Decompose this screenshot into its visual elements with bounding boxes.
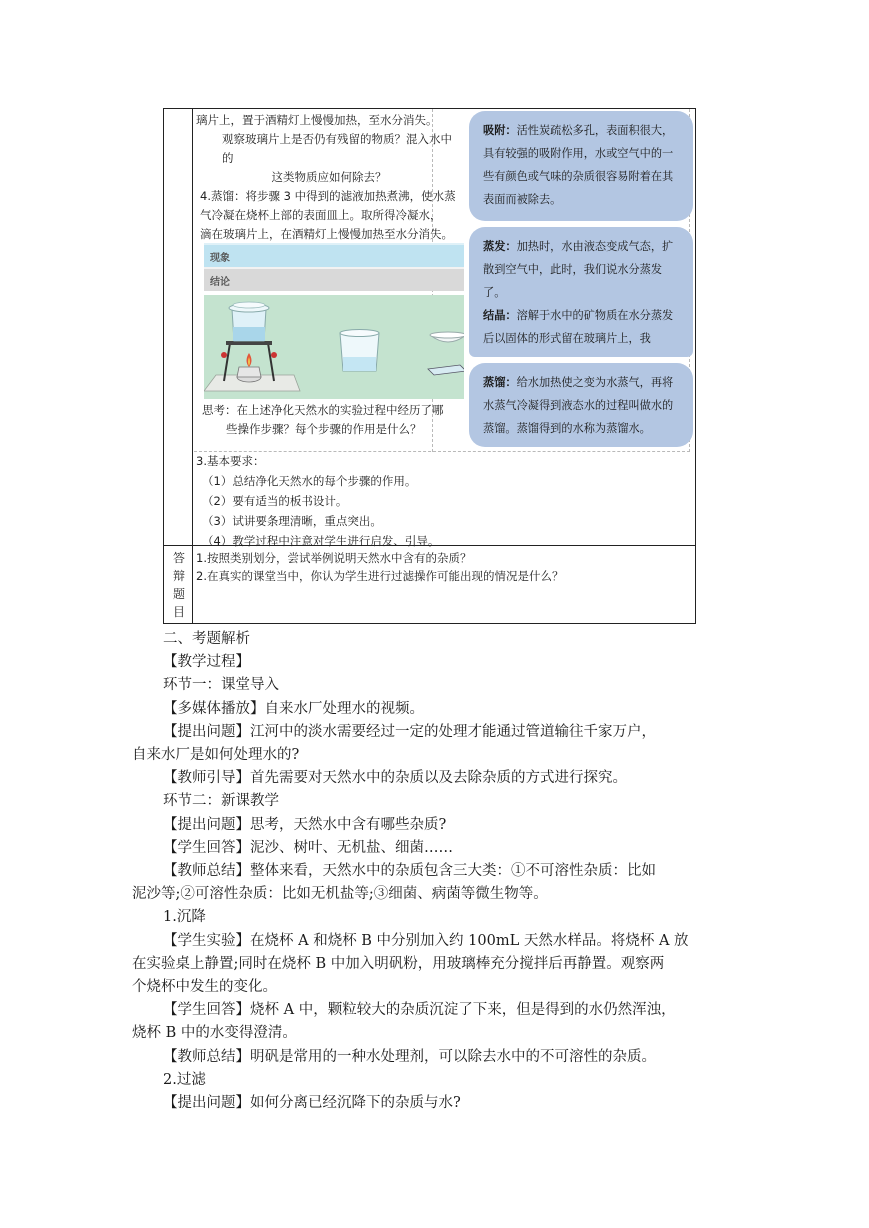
body-line: 【学生回答】烧杯 A 中，颗粒较大的杂质沉淀了下来，但是得到的水仍然浑浊，	[163, 1002, 676, 1019]
answer-label-char: 答	[172, 551, 185, 565]
experiment-steps	[196, 111, 462, 263]
think-line: 些操作步骤？每个步骤的作用是什么？	[226, 422, 422, 436]
distillation-note	[469, 363, 693, 447]
answer-label-char: 目	[172, 605, 185, 619]
answer-question: 2.在真实的课堂当中，你认为学生进行过滤操作可能出现的情况是什么？	[196, 569, 564, 583]
body-line: 【教师引导】首先需要对天然水中的杂质以及去除杂质的方式进行探究。	[163, 770, 627, 787]
note-term: 吸附：	[483, 124, 517, 137]
observation-row	[204, 243, 464, 267]
distillation-illustration	[204, 295, 464, 399]
body-line: 【提出问题】如何分离已经沉降下的杂质与水?	[163, 1095, 461, 1112]
body-line: 【教学过程】	[163, 654, 250, 671]
step-line: 4.蒸馏：将步骤 3 中得到的滤液加热煮沸，使水蒸	[200, 189, 456, 203]
evaporation-note	[469, 227, 693, 357]
step-line: 滴在玻璃片上，在酒精灯上慢慢加热至水分消失。	[200, 227, 453, 241]
lesson-table	[163, 108, 696, 624]
distillation-apparatus-icon	[204, 295, 464, 399]
conclusion-cell	[248, 269, 464, 291]
note-text: 加热时，水由液态变成气态，扩散到空气中，此时，我们说水分蒸发了。	[483, 240, 674, 299]
step-line: 气冷凝在烧杯上部的表面皿上。取所得冷凝水，	[200, 208, 442, 222]
requirement-line: （1）总结净化天然水的每个步骤的作用。	[202, 474, 417, 488]
requirement-line: （4）教学过程中注意对学生进行启发、引导。	[202, 534, 440, 548]
note-term: 结晶：	[483, 309, 517, 322]
body-line: 环节二：新课教学	[163, 793, 279, 810]
requirement-line: 3.基本要求：	[196, 454, 265, 468]
body-line: 2.过滤	[163, 1071, 206, 1088]
body-line: 【教师总结】整体来看，天然水中的杂质包含三大类：①不可溶性杂质：比如	[163, 863, 656, 880]
body-line: 【提出问题】江河中的淡水需要经过一定的处理才能通过管道输往千家万户，	[163, 723, 656, 740]
body-line: 环节一：课堂导入	[163, 677, 279, 694]
body-line: 【多媒体播放】自来水厂处理水的视频。	[163, 700, 424, 717]
body-line: 在实验桌上静置;同时在烧杯 B 中加入明矾粉，用玻璃棒充分搅拌后再静置。观察两	[132, 955, 665, 972]
answer-question: 1.按照类别划分，尝试举例说明天然水中含有的杂质？	[196, 551, 472, 565]
observation-table	[204, 243, 464, 291]
step-line: 璃片上，置于酒精灯上慢慢加热，至水分消失。	[196, 113, 438, 127]
adsorption-note	[469, 111, 693, 221]
observation-cell	[248, 245, 464, 267]
think-line: 思考：在上述净化天然水的实验过程中经历了哪	[202, 403, 444, 417]
note-term: 蒸馏：	[483, 376, 517, 389]
body-line: 【教师总结】明矾是常用的一种水处理剂，可以除去水中的不可溶性的杂质。	[163, 1048, 656, 1065]
body-line: 【学生回答】泥沙、树叶、无机盐、细菌……	[163, 839, 453, 856]
body-line: 自来水厂是如何处理水的?	[132, 747, 300, 764]
body-line: 【提出问题】思考，天然水中含有哪些杂质?	[163, 816, 447, 833]
answer-label-char: 辩	[172, 569, 185, 583]
body-line: 泥沙等;②可溶性杂质：比如无机盐等;③细菌、病菌等微生物等。	[132, 886, 548, 903]
conclusion-row	[204, 267, 464, 291]
requirement-line: （2）要有适当的板书设计。	[202, 494, 348, 508]
body-line: 二、考题解析	[163, 631, 250, 647]
answer-label	[166, 549, 192, 621]
note-text: 溶解于水中的矿物质在水分蒸发后以固体的形式留在玻璃片上，我	[483, 309, 674, 345]
analysis-section	[132, 628, 733, 1115]
note-text: 给水加热使之变为水蒸气，再将水蒸气冷凝得到液态水的过程叫做水的蒸馏。蒸馏得到的水称为蒸馏水。	[483, 376, 674, 435]
step-line: 观察玻璃片上是否仍有残留的物质？混入水中的	[222, 132, 452, 165]
answer-label-char: 题	[172, 587, 185, 601]
basic-requirements	[196, 451, 666, 551]
observation-label: 现象	[210, 252, 230, 264]
body-line: 个烧杯中发生的变化。	[132, 979, 277, 996]
note-text: 活性炭疏松多孔，表面积很大，具有较强的吸附作用，水或空气中的一些有颜色或气味的杂质很容易附着在其表面而被除去。	[483, 124, 674, 206]
answer-questions	[196, 549, 686, 585]
note-term: 蒸发：	[483, 240, 517, 253]
thinking-question	[202, 401, 468, 439]
body-line: 1.沉降	[163, 909, 206, 926]
body-line: 【学生实验】在烧杯 A 和烧杯 B 中分别加入约 100mL 天然水样品。将烧杯 A 放	[163, 932, 689, 949]
body-line: 烧杯 B 中的水变得澄清。	[132, 1025, 297, 1042]
conclusion-label: 结论	[210, 276, 230, 288]
step-line: 这类物质应如何除去？	[271, 170, 387, 184]
requirement-line: （3）试讲要条理清晰，重点突出。	[202, 514, 382, 528]
